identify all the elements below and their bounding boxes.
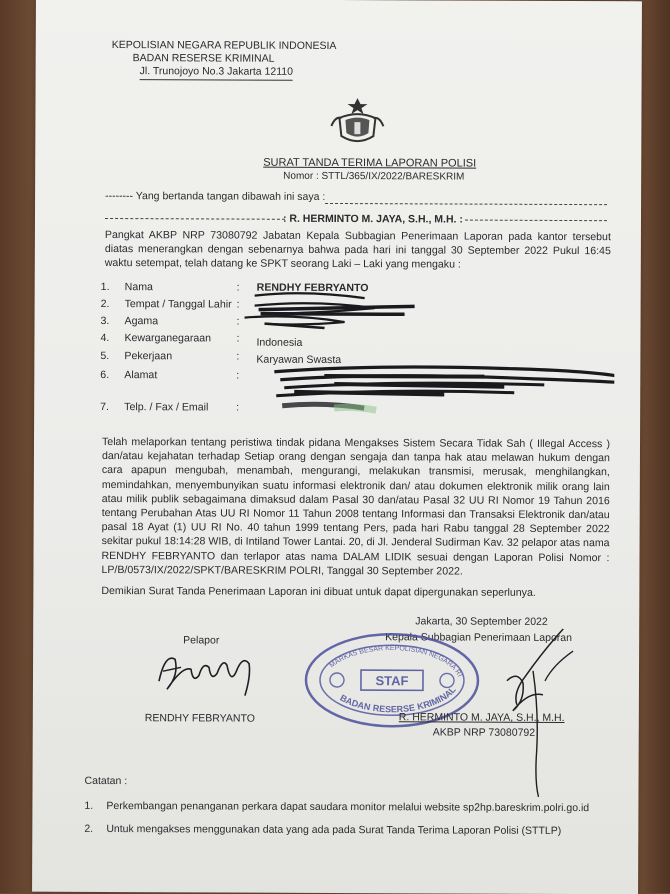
dashed-line-3 [465, 220, 607, 222]
officer-name: R. HERMINTO M. JAYA, S.H., M.H. [398, 711, 565, 724]
document-number: Nomor : STTL/365/IX/2022/BARESKRIM [283, 170, 465, 183]
field-num-2: 2. [100, 297, 110, 311]
field-value-name: RENDHY FEBRYANTO [256, 281, 369, 295]
field-colon-7: : [236, 401, 240, 414]
intro-paragraph: Pangkat AKBP NRP 73080792 Jabatan Kepala Subbagian Penerimaan Laporan pada kantor tersebut diatas menerangkan dengan sebenarnya bahwa pada hari ini tanggal 30 September 2022 Pukul 16:45 waktu setempat, telah datang ke SPKT seorang Laki – Laki yang mengaku : [104, 228, 611, 271]
officer-title: Kepala Subbagian Penerimaan Laporan [385, 631, 573, 645]
note-text-1: Perkembangan penanganan perkara dapat saudara monitor melalui website sp2hp.bareskrim.polri.go.id [106, 799, 590, 815]
dashed-line-1 [325, 203, 607, 205]
field-num-7: 7. [100, 400, 110, 414]
police-emblem-icon [329, 96, 385, 148]
body-paragraph: Telah melaporkan tentang peristiwa tindak pidana Mengakses Sistem Secara Tidak Sah ( Illegal Access ) dan/atau kejahatan terhadap Setiap orang dengan sengaja dan tanpa hak atau melawan hukum dengan cara apapun mengubah, menambah, mengurangi, melakukan transmisi, merusak, menghilangkan, memindahkan, menyembunyikan suatu informasi elektronik dan/ atau dokumen elektronik milik orang lain atau milik publik sebagaimana dimaksud dalam Pasal 30 dan/atau Pasal 32 UU RI Nomor 19 Tahun 2016 tentang Perubahan Atas UU RI Nomor 11 Tahun 2008 tentang Informasi dan Transaksi Elektronik dan/atau pasal 18 Ayat (1) UU RI No. 40 tahun 1999 tentang Pers, pada hari Rabu tanggal 28 September 2022 sekitar pukul 18:14:28 WIB, di Intiland Tower Lantai. 20, di Jl. Jenderal Sudirman Kav. 32 pelapor atas nama RENDHY FEBRYANTO dan terlapor atas nama DALAM LIDIK sesuai dengan Laporan Polisi Nomor : LP/B/0573/IX/2022/SPKT/BARESKRIM POLRI, Tanggal 30 September 2022. [101, 435, 611, 578]
field-num-5: 5. [100, 349, 110, 363]
field-value-nationality: Indonesia [256, 336, 303, 349]
field-num-3: 3. [100, 314, 110, 328]
field-label-name: Nama [124, 281, 153, 294]
note-num-1: 1. [84, 799, 94, 812]
reporter-name: RENDHY FEBRYANTO [144, 712, 255, 725]
field-colon-5: : [236, 350, 240, 363]
institution-line1: KEPOLISIAN NEGARA REPUBLIK INDONESIA [111, 39, 337, 52]
closing-paragraph: Demikian Surat Tanda Penerimaan Laporan ini dibuat untuk dapat dipergunakan seperlunya. [101, 584, 536, 599]
redaction-scribbles [214, 283, 615, 425]
stamp-center-text: STAF [375, 673, 409, 689]
field-label-nationality: Kewarganegaraan [124, 332, 212, 345]
notes-heading: Catatan : [84, 774, 128, 788]
field-colon-1: : [236, 281, 240, 294]
field-num-4: 4. [100, 331, 110, 345]
field-value-occupation: Karyawan Swasta [256, 353, 342, 367]
field-label-occupation: Pekerjaan [124, 350, 173, 363]
place-date: Jakarta, 30 September 2022 [415, 615, 548, 628]
document-title: SURAT TANDA TERIMA LAPORAN POLISI [263, 156, 477, 170]
note-num-2: 2. [84, 822, 94, 835]
field-label-religion: Agama [124, 315, 159, 328]
field-colon-3: : [236, 315, 240, 328]
field-label-contact: Telp. / Fax / Email [124, 401, 209, 414]
field-colon-2: : [236, 298, 240, 311]
dashed-line-2 [105, 218, 285, 220]
officer-rank: AKBP NRP 73080792 [432, 726, 536, 739]
field-label-address: Alamat [124, 369, 158, 382]
officer-name-line: : R. HERMINTO M. JAYA, S.H., M.H. : [282, 212, 463, 226]
institution-address: Jl. Trunojoyo No.3 Jakarta 12110 [140, 65, 293, 81]
field-num-6: 6. [100, 368, 110, 382]
reporter-signature-icon [153, 645, 263, 699]
stamp-bottom-textpath: BADAN RESERSE KRIMINAL [338, 684, 458, 715]
stamp-top-textpath: MARKAS BESAR KEPOLISIAN NEGARA RI [328, 645, 464, 679]
reporter-label: Pelapor [183, 634, 220, 647]
field-colon-6: : [236, 369, 240, 382]
field-colon-4: : [236, 332, 240, 345]
wood-background-left [0, 0, 36, 893]
institution-line2: BADAN RESERSE KRIMINAL [132, 52, 275, 65]
note-text-2: Untuk mengakses menggunakan data yang ada pada Surat Tanda Terima Laporan Polisi (STTLP) [106, 822, 562, 837]
signer-intro: -------- Yang bertanda tangan dibawah ini saya : [105, 189, 326, 203]
field-num-1: 1. [100, 280, 110, 294]
document-page [32, 0, 642, 894]
field-label-birth: Tempat / Tanggal Lahir [124, 298, 232, 311]
